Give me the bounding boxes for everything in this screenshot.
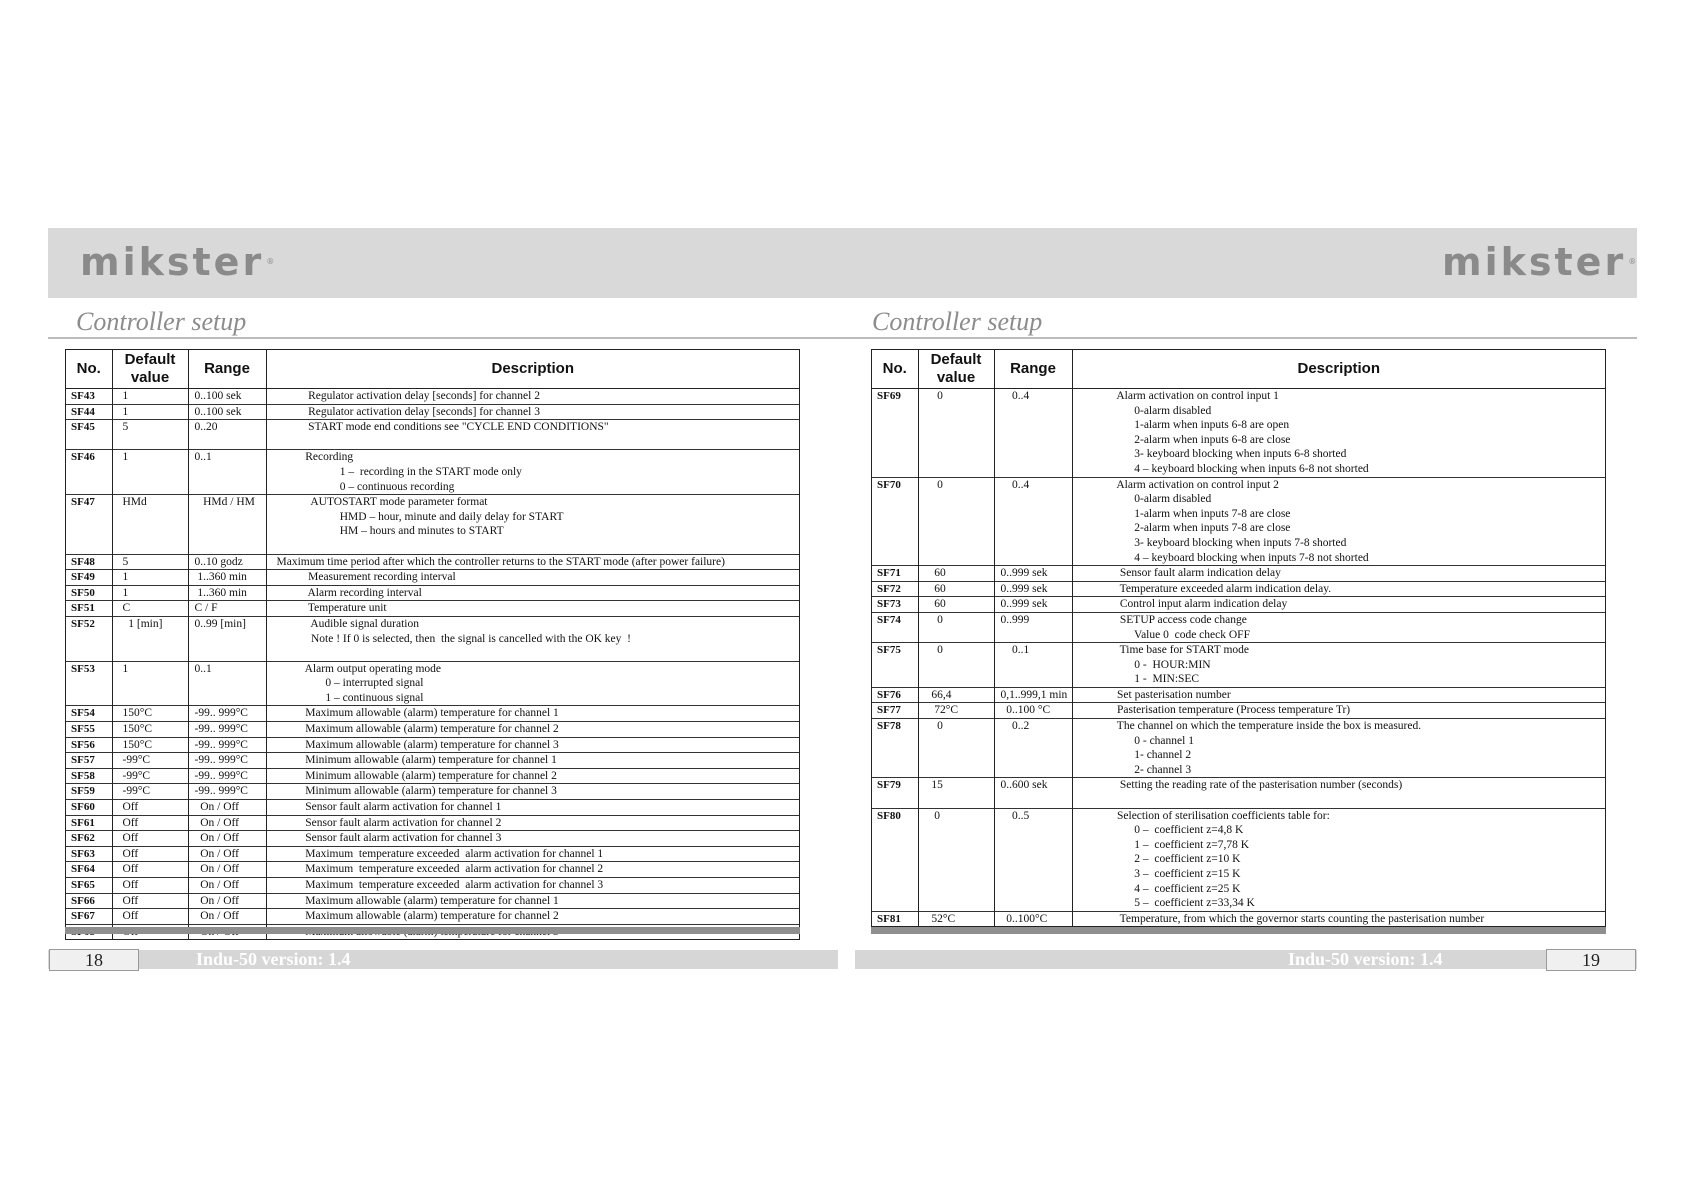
default-value: 0 — [918, 719, 994, 778]
default-value: -99°C — [112, 768, 188, 784]
default-value: 0 — [918, 643, 994, 688]
range-value: 0..100 sek — [188, 404, 266, 420]
setting-code: SF44 — [66, 404, 112, 420]
description-cell: Selection of sterilisation coefficients table for: 0 – coefficient z=4,8 K 1 – coefficient z=7,78 K 2 – coefficient z=10 K 3 – coefficient z=15 K 4 – coefficient z=25 K 5 – coefficient z=33,34 K — [1072, 808, 1605, 911]
description-cell: Temperature exceeded alarm indication delay. — [1072, 581, 1605, 597]
range-value: 0..1 — [994, 643, 1072, 688]
range-value: 0..1 — [188, 450, 266, 495]
range-value: -99.. 999°C — [188, 737, 266, 753]
table-row — [872, 808, 1605, 911]
default-value: -99°C — [112, 784, 188, 800]
range-value: 0..2 — [994, 719, 1072, 778]
table-row — [872, 687, 1605, 703]
range-value: On / Off — [188, 846, 266, 862]
table-row — [66, 753, 799, 769]
table-row — [66, 420, 799, 450]
description-cell: Maximum temperature exceeded alarm activation for channel 1 — [266, 846, 799, 862]
range-value: 0..100°C — [994, 911, 1072, 926]
default-value: HMd — [112, 495, 188, 554]
range-value: 0..99 [min] — [188, 616, 266, 661]
range-value: C / F — [188, 601, 266, 617]
range-value: 0..100 °C — [994, 703, 1072, 719]
default-value: 150°C — [112, 706, 188, 722]
description-cell: Recording 1 – recording in the START mode only 0 – continuous recording — [266, 450, 799, 495]
setting-code: SF50 — [66, 585, 112, 601]
col-header-default: Default value — [918, 350, 994, 389]
default-value: Off — [112, 909, 188, 925]
range-value: On / Off — [188, 800, 266, 816]
range-value: 1..360 min — [188, 570, 266, 586]
setting-code: SF70 — [872, 477, 918, 566]
range-value: 0..4 — [994, 389, 1072, 478]
setting-code: SF73 — [872, 597, 918, 613]
page-title-left: Controller setup — [76, 307, 247, 336]
setting-code: SF53 — [66, 661, 112, 706]
setting-code: SF48 — [66, 554, 112, 570]
table-row — [66, 404, 799, 420]
table-row — [66, 389, 799, 405]
default-value: 1 — [112, 570, 188, 586]
table-row — [66, 495, 799, 554]
setting-code: SF49 — [66, 570, 112, 586]
range-value: 0..600 sek — [994, 778, 1072, 808]
setting-code: SF64 — [66, 862, 112, 878]
setting-code: SF52 — [66, 616, 112, 661]
default-value: -99°C — [112, 753, 188, 769]
setting-code: SF62 — [66, 831, 112, 847]
default-value: 1 [min] — [112, 616, 188, 661]
default-value: 66,4 — [918, 687, 994, 703]
table-row — [872, 597, 1605, 613]
description-cell: Maximum time period after which the controller returns to the START mode (after power failure) — [266, 554, 799, 570]
col-header-no: No. — [872, 350, 918, 389]
table-shadow-left — [65, 927, 800, 934]
col-header-description: Description — [1072, 350, 1605, 389]
page-number-right: 19 — [1546, 949, 1636, 971]
description-cell: The channel on which the temperature inside the box is measured. 0 - channel 1 1- channel 2 2- channel 3 — [1072, 719, 1605, 778]
col-header-default: Default value — [112, 350, 188, 389]
description-cell: Minimum allowable (alarm) temperature for channel 1 — [266, 753, 799, 769]
range-value: 0..999 sek — [994, 597, 1072, 613]
range-value: 0..999 sek — [994, 581, 1072, 597]
description-cell: Maximum temperature exceeded alarm activation for channel 3 — [266, 878, 799, 894]
footer-band-right — [855, 950, 1637, 969]
description-cell: SETUP access code change Value 0 code check OFF — [1072, 612, 1605, 642]
description-cell: Temperature unit — [266, 601, 799, 617]
table-row — [66, 846, 799, 862]
setting-code: SF81 — [872, 911, 918, 926]
registered-mark: ® — [266, 257, 278, 266]
table-row — [66, 601, 799, 617]
setting-code: SF51 — [66, 601, 112, 617]
default-value: 15 — [918, 778, 994, 808]
registered-mark: ® — [1628, 257, 1640, 266]
setting-code: SF61 — [66, 815, 112, 831]
setting-code: SF54 — [66, 706, 112, 722]
setting-code: SF47 — [66, 495, 112, 554]
default-value: 1 — [112, 389, 188, 405]
default-value: Off — [112, 815, 188, 831]
table-row — [66, 722, 799, 738]
range-value: 0..999 sek — [994, 566, 1072, 582]
setting-code: SF71 — [872, 566, 918, 582]
table-row — [872, 911, 1605, 926]
setting-code: SF58 — [66, 768, 112, 784]
default-value: 60 — [918, 566, 994, 582]
table-row — [66, 661, 799, 706]
range-value: HMd / HM — [188, 495, 266, 554]
table-row — [66, 768, 799, 784]
description-cell: Alarm recording interval — [266, 585, 799, 601]
header-band — [48, 228, 1640, 298]
description-cell: Alarm output operating mode 0 – interrupted signal 1 – continuous signal — [266, 661, 799, 706]
range-value: -99.. 999°C — [188, 722, 266, 738]
default-value: 0 — [918, 477, 994, 566]
description-cell: Minimum allowable (alarm) temperature for channel 3 — [266, 784, 799, 800]
table-row — [872, 643, 1605, 688]
logo-text: mikster — [80, 240, 265, 284]
table-row — [66, 878, 799, 894]
table-row — [66, 585, 799, 601]
version-text-right: Indu-50 version: 1.4 — [1288, 949, 1443, 969]
setting-code: SF76 — [872, 687, 918, 703]
range-value: 0..1 — [188, 661, 266, 706]
setting-code: SF74 — [872, 612, 918, 642]
default-value: Off — [112, 831, 188, 847]
table-row — [66, 862, 799, 878]
settings-table-right — [871, 349, 1606, 927]
table-row — [66, 909, 799, 925]
default-value: Off — [112, 800, 188, 816]
description-cell: Sensor fault alarm indication delay — [1072, 566, 1605, 582]
setting-code: SF45 — [66, 420, 112, 450]
page-title-right: Controller setup — [872, 307, 1043, 336]
description-cell: Alarm activation on control input 2 0-alarm disabled 1-alarm when inputs 7-8 are close 2-alarm when inputs 7-8 are close 3- keyboard blocking when inputs 7-8 shorted 4 – keyboard blocking when inputs 7-8 not shorted — [1072, 477, 1605, 566]
range-value: On / Off — [188, 815, 266, 831]
table-row — [872, 581, 1605, 597]
setting-code: SF65 — [66, 878, 112, 894]
table-row — [872, 778, 1605, 808]
col-header-description: Description — [266, 350, 799, 389]
table-row — [66, 570, 799, 586]
setting-code: SF43 — [66, 389, 112, 405]
range-value: 0,1..999,1 min — [994, 687, 1072, 703]
footer-band-left — [48, 950, 838, 969]
description-cell: Minimum allowable (alarm) temperature for channel 2 — [266, 768, 799, 784]
default-value: 60 — [918, 597, 994, 613]
default-value: C — [112, 601, 188, 617]
default-value: 0 — [918, 389, 994, 478]
range-value: -99.. 999°C — [188, 784, 266, 800]
default-value: Off — [112, 893, 188, 909]
default-value: 5 — [112, 554, 188, 570]
table-shadow-right — [871, 927, 1606, 934]
setting-code: SF46 — [66, 450, 112, 495]
description-cell: Pasterisation temperature (Process temperature Tr) — [1072, 703, 1605, 719]
setting-code: SF78 — [872, 719, 918, 778]
default-value: 150°C — [112, 722, 188, 738]
range-value: On / Off — [188, 878, 266, 894]
table-row — [66, 706, 799, 722]
table-row — [66, 800, 799, 816]
default-value: Off — [112, 878, 188, 894]
table-row — [872, 477, 1605, 566]
range-value: On / Off — [188, 831, 266, 847]
table-row — [66, 815, 799, 831]
range-value: 1..360 min — [188, 585, 266, 601]
description-cell: AUTOSTART mode parameter format HMD – hour, minute and daily delay for START HM – hours and minutes to START — [266, 495, 799, 554]
setting-code: SF55 — [66, 722, 112, 738]
settings-table-left — [65, 349, 800, 940]
mikster-logo-right — [1442, 240, 1639, 284]
range-value: On / Off — [188, 909, 266, 925]
table-row — [66, 784, 799, 800]
setting-code: SF67 — [66, 909, 112, 925]
range-value: On / Off — [188, 862, 266, 878]
description-cell: Maximum temperature exceeded alarm activation for channel 2 — [266, 862, 799, 878]
range-value: 0..100 sek — [188, 389, 266, 405]
range-value: -99.. 999°C — [188, 768, 266, 784]
description-cell: Sensor fault alarm activation for channel 1 — [266, 800, 799, 816]
version-text-left: Indu-50 version: 1.4 — [196, 949, 351, 969]
description-cell: Audible signal duration Note ! If 0 is selected, then the signal is cancelled with the OK key ! — [266, 616, 799, 661]
page-number-left: 18 — [49, 949, 139, 971]
default-value: 1 — [112, 661, 188, 706]
table-row — [66, 554, 799, 570]
range-value: -99.. 999°C — [188, 753, 266, 769]
default-value: 72°C — [918, 703, 994, 719]
table-row — [872, 566, 1605, 582]
table-row — [66, 831, 799, 847]
description-cell: Maximum allowable (alarm) temperature for channel 1 — [266, 706, 799, 722]
description-cell: Maximum allowable (alarm) temperature for channel 3 — [266, 737, 799, 753]
col-header-range: Range — [994, 350, 1072, 389]
default-value: 60 — [918, 581, 994, 597]
description-cell: Sensor fault alarm activation for channel 2 — [266, 815, 799, 831]
table-row — [872, 703, 1605, 719]
default-value: 0 — [918, 808, 994, 911]
setting-code: SF69 — [872, 389, 918, 478]
table-row — [66, 616, 799, 661]
table-row — [66, 450, 799, 495]
range-value: 0..4 — [994, 477, 1072, 566]
description-cell: Setting the reading rate of the pasterisation number (seconds) — [1072, 778, 1605, 808]
table-row — [872, 389, 1605, 478]
setting-code: SF77 — [872, 703, 918, 719]
description-cell: Maximum allowable (alarm) temperature for channel 2 — [266, 909, 799, 925]
setting-code: SF75 — [872, 643, 918, 688]
default-value: Off — [112, 846, 188, 862]
default-value: 1 — [112, 450, 188, 495]
description-cell: Measurement recording interval — [266, 570, 799, 586]
table-row — [872, 719, 1605, 778]
description-cell: Maximum allowable (alarm) temperature for channel 1 — [266, 893, 799, 909]
default-value: 150°C — [112, 737, 188, 753]
range-value: 0..20 — [188, 420, 266, 450]
table-row — [66, 737, 799, 753]
logo-text: mikster — [1442, 240, 1627, 284]
description-cell: Regulator activation delay [seconds] for channel 2 — [276, 390, 540, 402]
setting-code: SF80 — [872, 808, 918, 911]
description-cell: Alarm activation on control input 1 0-alarm disabled 1-alarm when inputs 6-8 are open 2-alarm when inputs 6-8 are close 3- keyboard blocking when inputs 6-8 shorted 4 – keyboard blocking when inputs 6-8 not shorted — [1116, 390, 1369, 475]
setting-code: SF72 — [872, 581, 918, 597]
description-cell: Set pasterisation number — [1072, 687, 1605, 703]
default-value: 0 — [918, 612, 994, 642]
setting-code: SF60 — [66, 800, 112, 816]
description-cell: Regulator activation delay [seconds] for channel 3 — [266, 404, 799, 420]
col-header-range: Range — [188, 350, 266, 389]
range-value: On / Off — [188, 893, 266, 909]
setting-code: SF79 — [872, 778, 918, 808]
description-cell: Time base for START mode 0 - HOUR:MIN 1 - MIN:SEC — [1072, 643, 1605, 688]
setting-code: SF56 — [66, 737, 112, 753]
description-cell: Maximum allowable (alarm) temperature for channel 2 — [266, 722, 799, 738]
description-cell: Sensor fault alarm activation for channel 3 — [266, 831, 799, 847]
range-value: 0..10 godz — [188, 554, 266, 570]
range-value: 0..999 — [994, 612, 1072, 642]
title-divider — [48, 337, 1637, 339]
default-value: 1 — [112, 404, 188, 420]
setting-code: SF57 — [66, 753, 112, 769]
default-value: 5 — [112, 420, 188, 450]
range-value: -99.. 999°C — [188, 706, 266, 722]
col-header-no: No. — [66, 350, 112, 389]
description-cell: START mode end conditions see "CYCLE END CONDITIONS" — [266, 420, 799, 450]
default-value: Off — [112, 862, 188, 878]
table-row — [872, 612, 1605, 642]
default-value: 52°C — [918, 911, 994, 926]
table-row — [66, 893, 799, 909]
description-cell: Control input alarm indication delay — [1072, 597, 1605, 613]
setting-code: SF63 — [66, 846, 112, 862]
range-value: 0..5 — [994, 808, 1072, 911]
setting-code: SF59 — [66, 784, 112, 800]
default-value: 1 — [112, 585, 188, 601]
mikster-logo-left — [80, 240, 277, 284]
setting-code: SF66 — [66, 893, 112, 909]
description-cell: Temperature, from which the governor starts counting the pasterisation number — [1072, 911, 1605, 926]
